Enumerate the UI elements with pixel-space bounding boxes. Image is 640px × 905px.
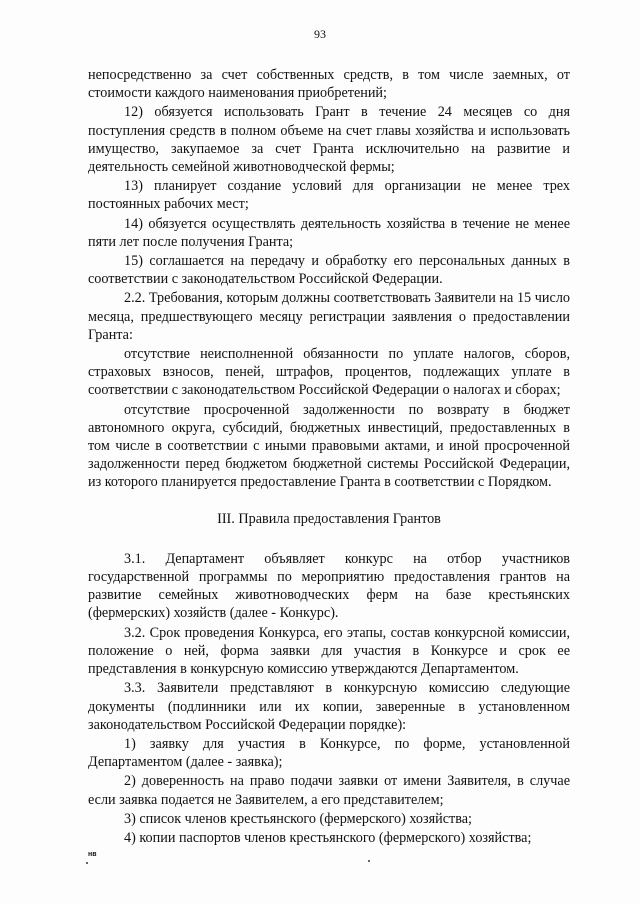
paragraph: 15) соглашается на передачу и обработку его персональных данных в соответствии с законодательством Российской Федерации.: [88, 253, 570, 288]
footer-mark: нв: [88, 851, 97, 858]
paragraph: 3.3. Заявители представляют в конкурсную комиссию следующие документы (подлинники или их копии, заверенные в установленном законодательством Российской Федерации порядке):: [88, 680, 570, 733]
paragraph: непосредственно за счет собственных средств, в том числе заемных, от стоимости каждого наименования приобретений;: [88, 67, 570, 102]
paragraph: 14) обязуется осуществлять деятельность хозяйства в течение не менее пяти лет после получения Гранта;: [88, 215, 570, 250]
scan-speck: [368, 860, 370, 862]
paragraph: 2.2. Требования, которым должны соответствовать Заявители на 15 число месяца, предшествующего месяцу регистрации заявления о предоставлении Гранта:: [88, 290, 570, 343]
paragraph: отсутствие просроченной задолженности по возврату в бюджет автономного округа, субсидий, бюджетных инвестиций, предоставленных в том числе в соответствии с иными правовыми актами, и иной просроченной задолженности перед бюджетом бюджетной системы Российской Федерации, из которого планируется предоставление Гранта в соответствии с Порядком.: [88, 401, 570, 491]
document-body: [88, 66, 570, 848]
paragraph: 3) список членов крестьянского (фермерского) хозяйства;: [124, 810, 472, 827]
paragraph: 3.2. Срок проведения Конкурса, его этапы, состав конкурсной комиссии, положение о ней, форма заявки для участия в Конкурсе и срок ее представления в конкурсную комиссию утверждаются Департаментом.: [88, 624, 570, 678]
section-heading: III. Правила предоставления Грантов: [217, 510, 441, 527]
paragraph: 2) доверенность на право подачи заявки от имени Заявителя, в случае если заявка подается не Заявителем, а его представителем;: [88, 773, 570, 808]
paragraphs-top: [88, 66, 570, 492]
paragraph: 12) обязуется использовать Грант в течение 24 месяцев со дня поступления средств в полном объеме на счет главы хозяйства и использовать имущество, закупаемое за счет Гранта исключительно на развитие и деятельность семейной животноводческой фермы;: [88, 104, 570, 176]
paragraph: отсутствие неисполненной обязанности по уплате налогов, сборов, страховых взносов, пеней, штрафов, процентов, подлежащих уплате в соответствии с законодательством Российской Федерации о налогах и сборах;: [88, 346, 570, 399]
page-number: 93: [314, 27, 326, 41]
paragraphs-bottom: [88, 550, 570, 847]
paragraph: 1) заявку для участия в Конкурсе, по форме, установленной Департаментом (далее - заявка);: [88, 735, 570, 771]
scan-speck: [86, 862, 88, 864]
paragraph: 3.1. Департамент объявляет конкурс на отбор участников государственной программы по мероприятию предоставления грантов на развитие семейных животноводческих ферм на базе крестьянских (фермерских) хозяйств (далее - Конкурс).: [88, 550, 570, 622]
paragraph: 13) планирует создание условий для организации не менее трех постоянных рабочих мест;: [88, 178, 570, 213]
paragraph: 4) копии паспортов членов крестьянского (фермерского) хозяйства;: [124, 829, 532, 846]
